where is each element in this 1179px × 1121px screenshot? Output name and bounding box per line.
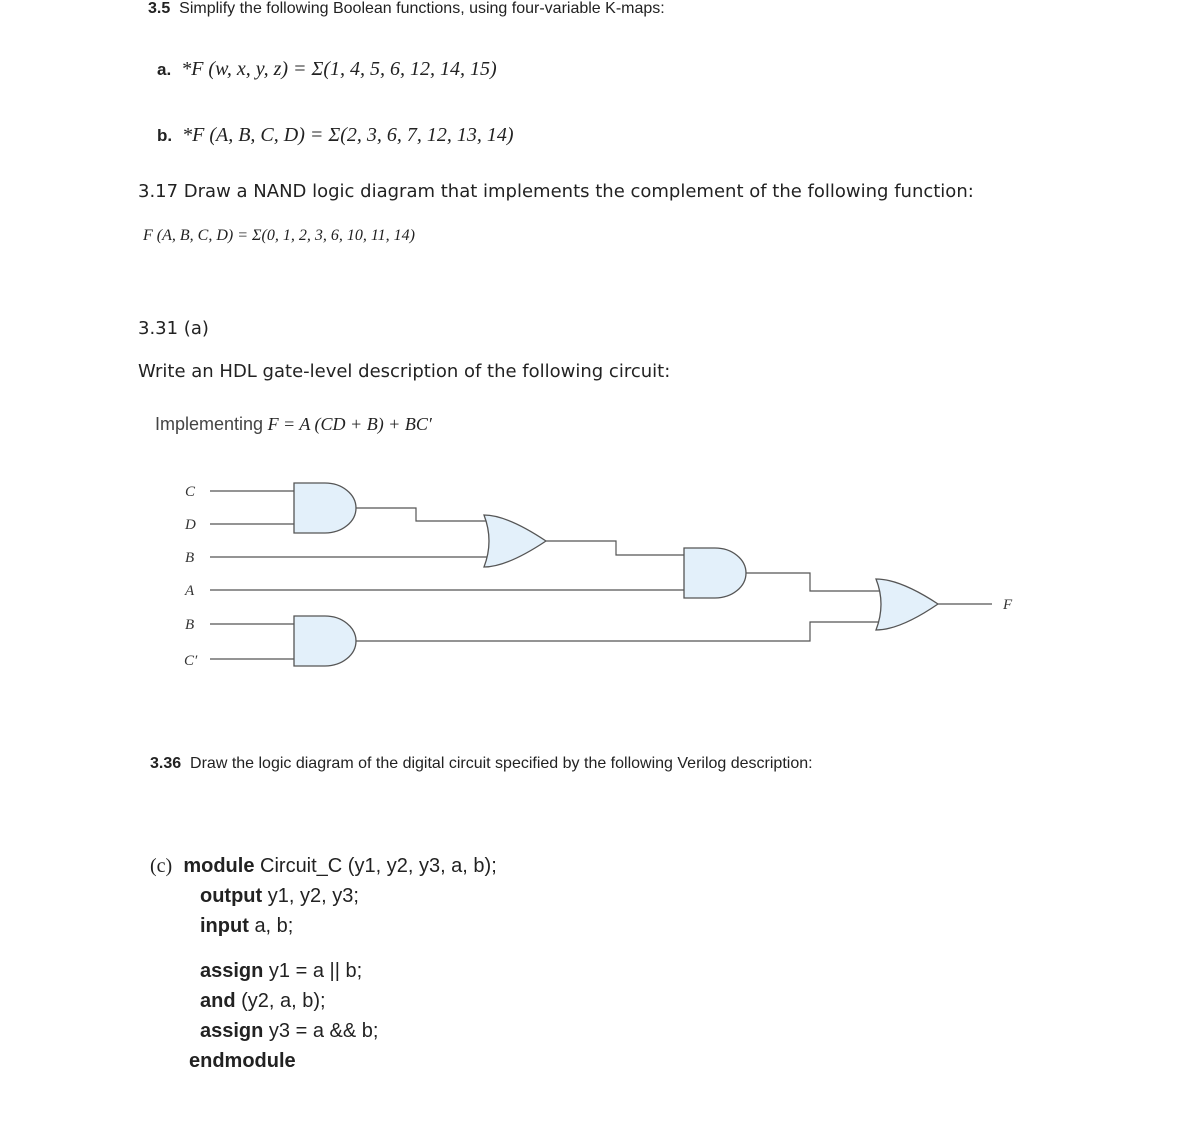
- and-gate-a: [684, 548, 746, 598]
- wire-or1-out: [546, 541, 684, 555]
- input-label-b: B: [185, 550, 195, 566]
- output-label-f: F: [1003, 597, 1013, 613]
- problem-3-36-heading: [150, 755, 813, 773]
- problem-number: 3.36: [150, 755, 182, 772]
- verilog-line-3: [200, 915, 293, 938]
- verilog-line-7: [189, 1050, 296, 1073]
- and-gate-cd: [294, 483, 356, 533]
- input-label-d: D: [185, 517, 196, 533]
- code-text: y3 = a && b;: [268, 1020, 379, 1042]
- code-text: a, b;: [254, 915, 294, 937]
- boolean-function: *F (A, B, C, D) = Σ(2, 3, 6, 7, 12, 13, 14): [182, 124, 514, 146]
- code-part-label: (c): [150, 855, 173, 877]
- input-label-b-2: B: [185, 617, 195, 633]
- keyword: input: [200, 915, 249, 937]
- input-label-c: C: [185, 484, 196, 500]
- problem-text: Draw the logic diagram of the digital circuit specified by the following Verilog description:: [190, 755, 813, 772]
- implementing-label: Implementing: [155, 414, 264, 434]
- verilog-line-4: [200, 960, 362, 983]
- wire-and2-out: [746, 573, 880, 591]
- keyword: assign: [200, 960, 264, 982]
- problem-text: Simplify the following Boolean functions, using four-variable K-maps:: [179, 0, 665, 17]
- or-gate-output: [876, 579, 938, 630]
- wire-cd: [356, 508, 488, 521]
- code-text: Circuit_C (y1, y2, y3, a, b);: [260, 855, 497, 877]
- problem-3-17-heading: 3.17 Draw a NAND logic diagram that implements the complement of the following function:: [138, 181, 974, 202]
- implementing-formula: F = A (CD + B) + BC′: [267, 414, 432, 434]
- keyword: module: [183, 855, 255, 877]
- problem-3-17-function: F (A, B, C, D) = Σ(0, 1, 2, 3, 6, 10, 11, 14): [143, 227, 415, 244]
- part-label: a.: [157, 60, 172, 79]
- wire-bc-prime: [356, 622, 880, 641]
- keyword: output: [200, 885, 263, 907]
- problem-number: 3.5: [148, 0, 171, 17]
- keyword: assign: [200, 1020, 264, 1042]
- boolean-function: *F (w, x, y, z) = Σ(1, 4, 5, 6, 12, 14, 15): [181, 58, 497, 80]
- problem-3-31-heading: 3.31 (a): [138, 318, 209, 339]
- part-label: b.: [157, 126, 173, 145]
- input-label-a: A: [185, 583, 195, 599]
- code-text: y1 = a || b;: [268, 960, 363, 982]
- code-text: (y2, a, b);: [241, 990, 326, 1012]
- or-gate-cd-b: [484, 515, 546, 567]
- and-gate-b-c-prime: [294, 616, 356, 666]
- problem-3-31-text: Write an HDL gate-level description of the following circuit:: [138, 361, 671, 382]
- keyword: and: [200, 990, 236, 1012]
- verilog-line-1: [150, 855, 497, 878]
- verilog-line-5: [200, 990, 326, 1013]
- keyword: endmodule: [189, 1050, 296, 1072]
- code-text: y1, y2, y3;: [267, 885, 359, 907]
- input-label-c-prime: C′: [184, 653, 198, 669]
- verilog-line-2: [200, 885, 359, 908]
- verilog-line-6: [200, 1020, 378, 1043]
